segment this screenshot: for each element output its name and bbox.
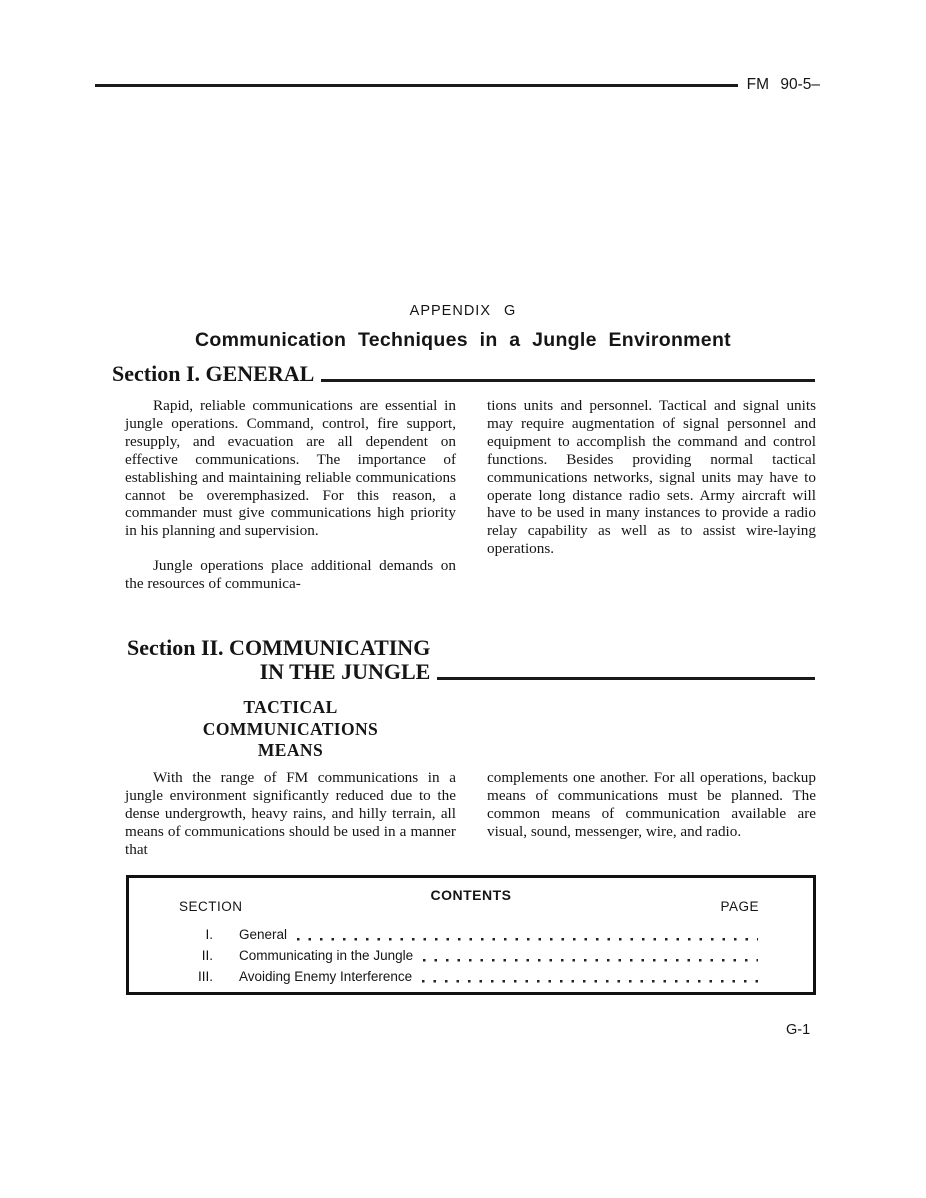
contents-section-column-header: SECTION xyxy=(179,899,243,914)
contents-row xyxy=(129,945,813,966)
tactical-communications-subheading xyxy=(125,697,456,762)
section1-heading-text: Section I. GENERAL xyxy=(112,361,315,386)
contents-row xyxy=(129,924,813,945)
contents-row-label: Communicating in the Jungle xyxy=(239,948,414,963)
contents-row-numeral: II. xyxy=(201,948,213,963)
contents-title: CONTENTS xyxy=(430,887,512,903)
dot-leader xyxy=(423,945,758,966)
contents-row-numeral: III. xyxy=(197,969,213,984)
header-rule xyxy=(95,84,738,87)
section2-heading-line2: IN THE JUNGLE xyxy=(259,659,431,684)
subheading-line-1: TACTICAL xyxy=(243,697,338,717)
section2-paragraph-1: With the range of FM communications in a jungle environment significantly reduced due to the dense undergrowth, heavy rains, and hilly terrain, all means of communications should be used in a manner that xyxy=(125,769,456,858)
contents-row-label: Avoiding Enemy Interference xyxy=(239,969,413,984)
section2-heading xyxy=(127,636,815,684)
contents-box xyxy=(126,875,816,995)
section1-heading-rule xyxy=(321,379,815,382)
section1-paragraph-2: Jungle operations place additional demands on the resources of communica- xyxy=(125,557,456,593)
contents-rows xyxy=(129,924,813,987)
doc-reference: FM 90-5– xyxy=(746,76,820,93)
section2-heading-text xyxy=(127,636,430,684)
contents-page-column-header: PAGE xyxy=(720,899,759,914)
section1-right-column xyxy=(487,397,816,558)
contents-row-numeral: I. xyxy=(205,927,213,942)
dot-leader xyxy=(297,924,758,945)
section1-left-column xyxy=(125,397,456,593)
section2-heading-line1: Section II. COMMUNICATING xyxy=(127,635,431,660)
section1-paragraph-2-continued: tions units and personnel. Tactical and signal units may require augmentation of signal personnel and equipment to accomplish the command and control functions. Besides providing normal tactical communications networks, signal units may have to operate long distance radio sets. Army aircraft will have to be used in many instances to provide a radio relay capability as well as to assist wire-laying operations. xyxy=(487,397,816,558)
page-title: Communication Techniques in a Jungle Environment xyxy=(195,329,731,351)
page-number: G-1 xyxy=(786,1022,811,1038)
appendix-label: APPENDIX G xyxy=(409,303,517,319)
section2-right-column xyxy=(487,769,816,841)
subheading-line-3: MEANS xyxy=(257,740,324,760)
section1-paragraph-1: Rapid, reliable communications are essential in jungle operations. Command, control, fire support, resupply, and evacuation are all dependent on effective communications. The importance of establishing and maintaining reliable communications cannot be overemphasized. For this reason, a commander must give communications high priority in his planning and supervision. xyxy=(125,397,456,540)
dot-leader xyxy=(422,966,758,987)
section2-heading-rule xyxy=(437,677,815,680)
contents-row-label: General xyxy=(239,927,288,942)
section1-heading xyxy=(112,362,815,386)
page-header xyxy=(95,76,820,94)
subheading-line-2: COMMUNICATIONS xyxy=(202,718,379,739)
contents-row xyxy=(129,966,813,987)
section2-paragraph-1-continued: complements one another. For all operations, backup means of communications must be planned. The common means of communication available are visual, sound, messenger, wire, and radio. xyxy=(487,769,816,840)
section2-left-column xyxy=(125,769,456,859)
